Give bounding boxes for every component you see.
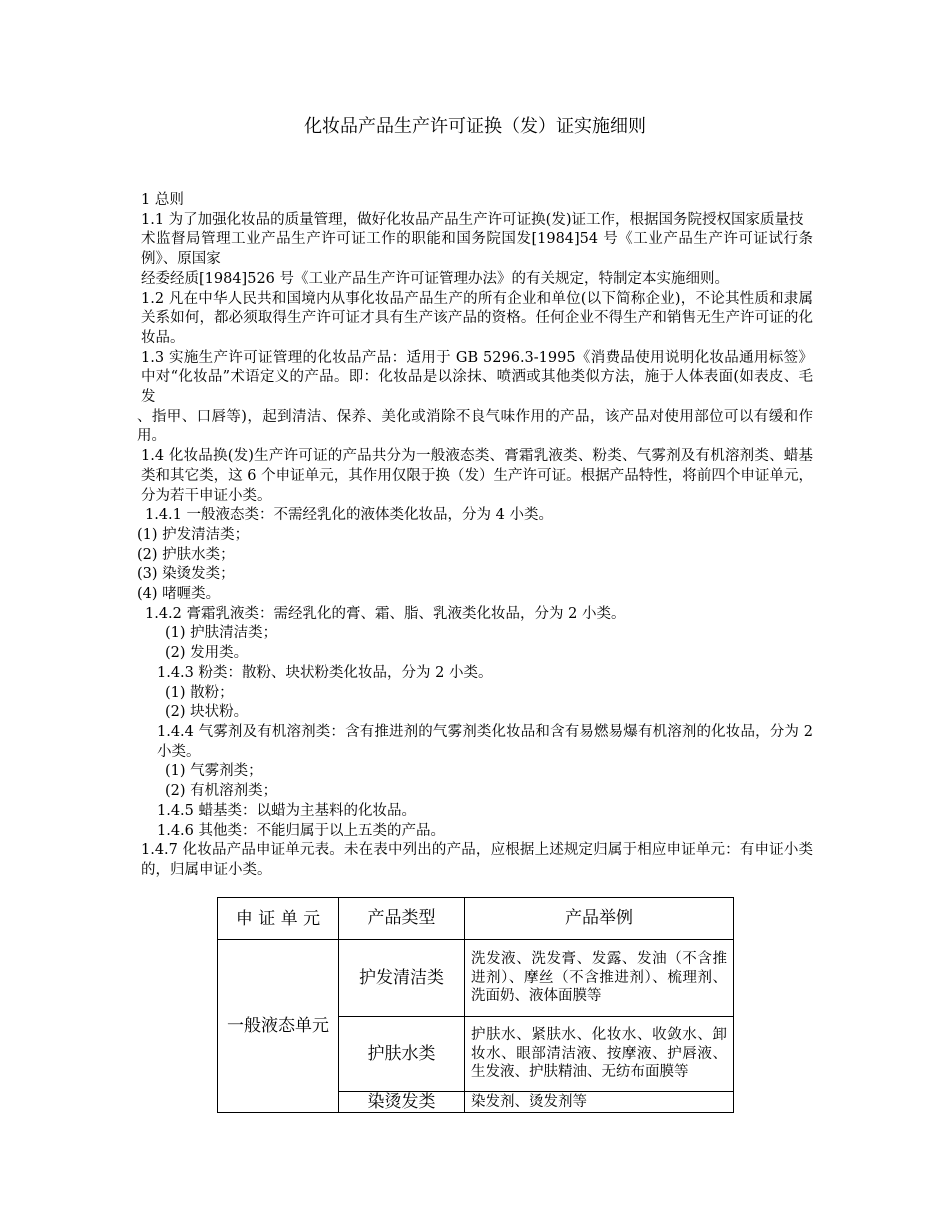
list-item: (3) 染烫发类； [137,566,235,583]
table-header-cell: 产品举例 [465,898,734,940]
subsection-heading: 1.4.1 一般液态类：不需经乳化的液体类化妆品，分为 4 小类。 [145,507,553,524]
table-row [218,940,734,1017]
section-heading: 1 总则 [141,192,184,208]
subsection-heading: 1.4.2 膏霜乳液类：需经乳化的膏、霜、脂、乳液类化妆品，分为 2 小类。 [145,605,626,622]
list-item: (4) 啫喱类。 [137,586,221,603]
table-header-cell: 产品类型 [339,898,465,940]
paragraph: 1.2 凡在中华人民共和国境内从事化妆品产品生产的所有企业和单位(以下简称企业)，不论其性质和隶属关系如何，都必须取得生产许可证才具有生产该产品的资格。任何企业不得生产和销售无生产许可证的化妆品。 [141,290,813,346]
paragraph: 术监督局管理工业产品生产许可证工作的职能和国务院国发[1984]54 号《工业产品生产许可证试行条例》、原国家 [141,231,813,268]
table-header-cell: 申 证 单 元 [218,898,339,940]
product-example-cell: 护肤水、紧肤水、化妆水、收敛水、卸妆水、眼部清洁液、按摩液、护唇液、生发液、护肤精油、无纺布面膜等 [465,1017,734,1092]
list-item: (1) 护发清洁类； [137,526,250,543]
paragraph: 1.4 化妆品换(发)生产许可证的产品共分为一般液态类、膏霜乳液类、粉类、气雾剂及有机溶剂类、蜡基类和其它类，这 6 个申证单元，其作用仅限于换（发）生产许可证。根据产品特性，将前四个申证单元，分为若干申证小类。 [141,448,813,504]
subsection-heading: 1.4.4 气雾剂及有机溶剂类：含有推进剂的气雾剂类化妆品和含有易燃易爆有机溶剂的化妆品，分为 2 小类。 [157,723,813,760]
list-item: (1) 散粉； [165,684,234,701]
list-item: (1) 气雾剂类； [165,763,263,780]
paragraph: 、指甲、口唇等)，起到清洁、保养、美化或消除不良气味作用的产品，该产品对使用部位可以有缓和作用。 [137,408,813,445]
table-header-row [218,898,734,940]
list-item: (2) 有机溶剂类； [165,783,278,800]
subsection-heading: 1.4.6 其他类：不能归属于以上五类的产品。 [157,822,446,839]
product-example-cell: 染发剂、烫发剂等 [465,1092,734,1113]
subsection-heading: 1.4.3 粉类：散粉、块状粉类化妆品，分为 2 小类。 [157,664,493,681]
subsection-heading: 1.4.7 化妆品产品申证单元表。未在表中列出的产品，应根据上述规定归属于相应申证单元：有申证小类的，归属申证小类。 [141,842,813,878]
application-unit-table [217,897,734,1113]
product-type-cell: 护发清洁类 [339,940,465,1017]
paragraph: 经委经质[1984]526 号《工业产品生产许可证管理办法》的有关规定，特制定本实施细则。 [141,270,729,287]
product-example-cell: 洗发液、洗发膏、发露、发油（不含推进剂）、摩丝（不含推进剂）、梳理剂、洗面奶、液体面膜等 [465,940,734,1017]
document-title: 化妆品产品生产许可证换（发）证实施细则 [304,116,646,137]
list-item: (1) 护肤清洁类； [165,625,278,642]
product-type-cell: 染烫发类 [339,1092,465,1113]
list-item: (2) 块状粉。 [165,704,249,721]
unit-cell: 一般液态单元 [218,940,339,1113]
paragraph: 1.1 为了加强化妆品的质量管理，做好化妆品产品生产许可证换(发)证工作，根据国务院授权国家质量技 [141,211,804,228]
list-item: (2) 发用类。 [165,645,249,662]
subsection-heading: 1.4.5 蜡基类：以蜡为主基料的化妆品。 [157,802,417,819]
paragraph: 1.3 实施生产许可证管理的化妆品产品：适用于 GB 5296.3-1995《消费品使用说明化妆品通用标签》中对“化妆品”术语定义的产品。即：化妆品是以涂抹、喷洒或其他类似方法，施于人体表面(如表皮、毛发 [141,349,813,406]
product-type-cell: 护肤水类 [339,1017,465,1092]
list-item: (2) 护肤水类； [137,546,235,563]
document-body [137,191,813,881]
